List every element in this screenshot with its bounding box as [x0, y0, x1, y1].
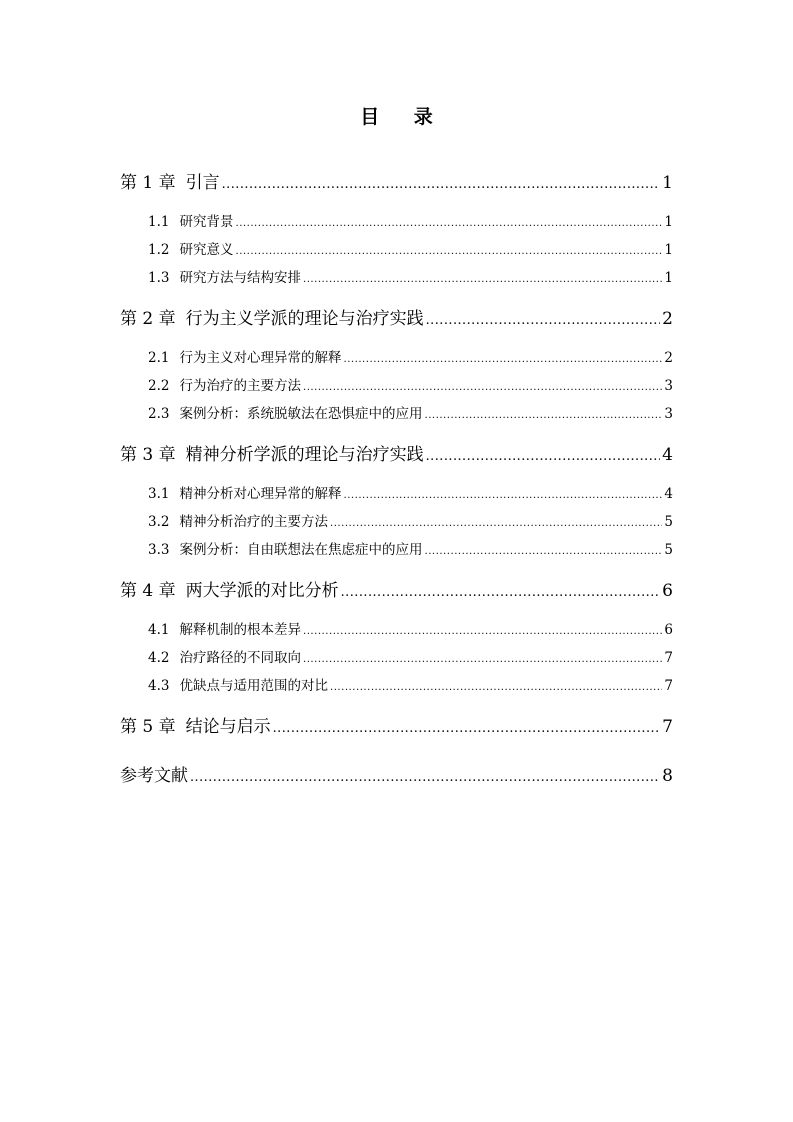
entry-label: 精神分析对心理异常的解释 — [179, 486, 342, 502]
toc-entry-references[interactable] — [120, 764, 673, 790]
dot-leader — [426, 445, 661, 469]
toc-entry-section-2-1[interactable] — [148, 348, 673, 370]
entry-label: 行为主义对心理异常的解释 — [179, 350, 342, 366]
dot-leader — [341, 581, 661, 605]
toc-entry-section-1-1[interactable] — [148, 212, 673, 234]
entry-label: 案例分析：自由联想法在焦虑症中的应用 — [179, 542, 423, 558]
entry-page-number: 1 — [664, 214, 673, 230]
entry-page-number: 7 — [662, 717, 673, 737]
entry-label: 引言 — [185, 173, 220, 193]
dot-leader — [330, 678, 662, 698]
dot-leader — [235, 242, 662, 262]
entry-label: 优缺点与适用范围的对比 — [179, 678, 328, 694]
dot-leader — [424, 406, 662, 426]
entry-number: 3.1 — [148, 486, 170, 502]
toc-title: 目 录 — [360, 106, 447, 128]
entry-label: 研究意义 — [179, 242, 234, 258]
toc-entry-chapter-3[interactable] — [120, 443, 673, 469]
entry-label: 案例分析：系统脱敏法在恐惧症中的应用 — [179, 406, 423, 422]
entry-number: 2.3 — [148, 406, 170, 422]
entry-label: 精神分析治疗的主要方法 — [179, 514, 328, 530]
entry-label: 治疗路径的不同取向 — [179, 650, 301, 666]
entry-number: 3.2 — [148, 514, 170, 530]
entry-page-number: 1 — [664, 242, 673, 258]
entry-label: 行为治疗的主要方法 — [179, 378, 301, 394]
entry-number: 第 2 章 — [120, 309, 176, 329]
dot-leader — [190, 766, 660, 790]
toc-entry-section-2-3[interactable] — [148, 404, 673, 426]
entry-page-number: 6 — [664, 622, 673, 638]
entry-number: 第 5 章 — [120, 717, 176, 737]
entry-page-number: 5 — [664, 542, 673, 558]
entry-number: 4.3 — [148, 678, 170, 694]
entry-number: 第 3 章 — [120, 445, 176, 465]
entry-page-number: 2 — [664, 350, 673, 366]
entry-number: 1.1 — [148, 214, 170, 230]
entry-label: 精神分析学派的理论与治疗实践 — [185, 445, 424, 465]
toc-entry-chapter-4[interactable] — [120, 579, 673, 605]
dot-leader — [343, 486, 662, 506]
toc-entry-section-1-2[interactable] — [148, 240, 673, 262]
dot-leader — [273, 717, 661, 741]
entry-number: 4.1 — [148, 622, 170, 638]
toc-entry-section-3-3[interactable] — [148, 540, 673, 562]
dot-leader — [330, 514, 662, 534]
toc-entry-chapter-5[interactable] — [120, 715, 673, 741]
entry-page-number: 3 — [664, 406, 673, 422]
entry-number: 2.2 — [148, 378, 170, 394]
dot-leader — [303, 270, 662, 290]
entry-page-number: 4 — [662, 445, 673, 465]
entry-page-number: 7 — [664, 650, 673, 666]
entry-page-number: 7 — [664, 678, 673, 694]
dot-leader — [303, 378, 662, 398]
entry-label: 研究背景 — [179, 214, 234, 230]
entry-number: 2.1 — [148, 350, 170, 366]
toc-entry-chapter-2[interactable] — [120, 307, 673, 333]
toc-entry-section-3-1[interactable] — [148, 484, 673, 506]
entry-page-number: 5 — [664, 514, 673, 530]
dot-leader — [343, 350, 662, 370]
toc-entry-section-4-2[interactable] — [148, 648, 673, 670]
entry-number: 1.2 — [148, 242, 170, 258]
dot-leader — [303, 622, 662, 642]
toc-entry-section-4-3[interactable] — [148, 676, 673, 698]
entry-page-number: 6 — [662, 581, 673, 601]
toc-entry-section-2-2[interactable] — [148, 376, 673, 398]
dot-leader — [235, 214, 662, 234]
entry-number: 第 1 章 — [120, 173, 176, 193]
entry-page-number: 8 — [662, 766, 673, 786]
dot-leader — [222, 173, 661, 197]
entry-number: 4.2 — [148, 650, 170, 666]
toc-entry-section-4-1[interactable] — [148, 620, 673, 642]
dot-leader — [424, 542, 662, 562]
toc-entry-chapter-1[interactable] — [120, 171, 673, 197]
entry-label: 研究方法与结构安排 — [179, 270, 301, 286]
toc-entry-section-3-2[interactable] — [148, 512, 673, 534]
entry-number: 3.3 — [148, 542, 170, 558]
entry-page-number: 1 — [664, 270, 673, 286]
entry-number: 第 4 章 — [120, 581, 176, 601]
toc-entry-section-1-3[interactable] — [148, 268, 673, 290]
entry-page-number: 3 — [664, 378, 673, 394]
entry-page-number: 4 — [664, 486, 673, 502]
entry-label: 参考文献 — [120, 766, 188, 786]
entry-page-number: 2 — [662, 309, 673, 329]
dot-leader — [303, 650, 662, 670]
entry-label: 行为主义学派的理论与治疗实践 — [185, 309, 424, 329]
entry-number: 1.3 — [148, 270, 170, 286]
entry-label: 解释机制的根本差异 — [179, 622, 301, 638]
entry-page-number: 1 — [662, 173, 673, 193]
entry-label: 结论与启示 — [185, 717, 271, 737]
entry-label: 两大学派的对比分析 — [185, 581, 339, 601]
dot-leader — [426, 309, 661, 333]
